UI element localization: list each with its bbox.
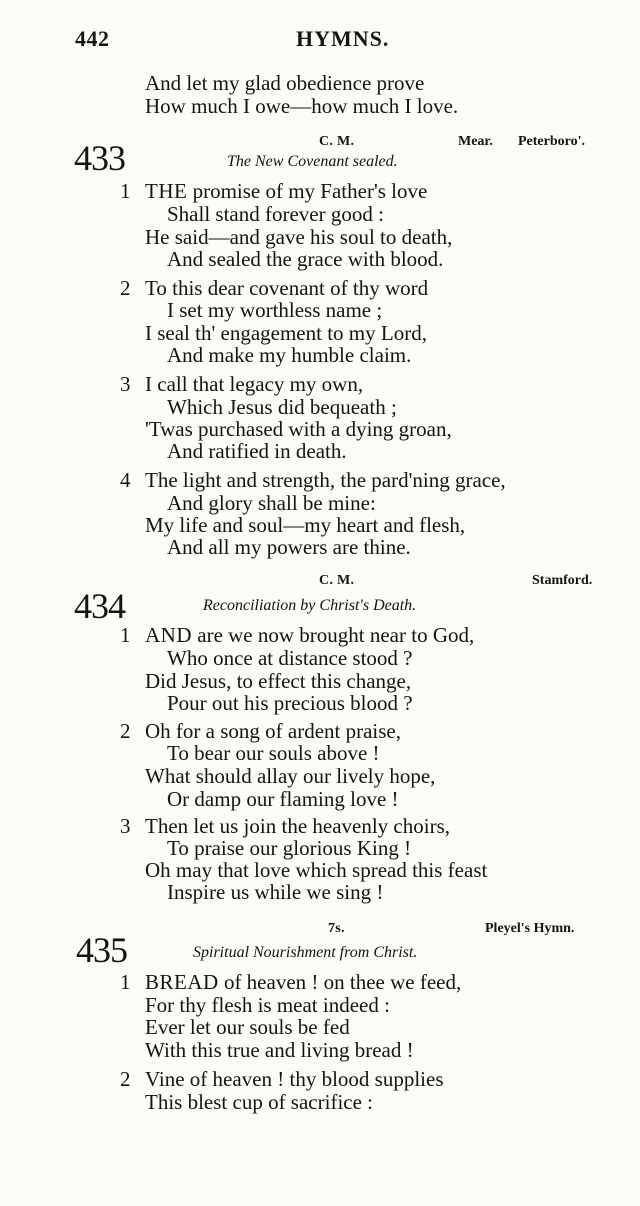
verse-line: I call that legacy my own, <box>145 372 364 396</box>
verse-line: Shall stand forever good : <box>167 202 384 226</box>
continuation-line: How much I owe—how much I love. <box>145 94 459 118</box>
continuation-line: And let my glad obedience prove <box>145 71 425 95</box>
verse-line: Then let us join the heavenly choirs, <box>145 814 451 838</box>
verse-line: Inspire us while we sing ! <box>167 880 384 904</box>
verse-line: Pour out his precious blood ? <box>167 691 413 715</box>
verse-number: 3 <box>120 814 131 838</box>
verse-number: 4 <box>120 468 131 492</box>
hymn-title: Reconciliation by Christ's Death. <box>203 597 417 614</box>
hymn-title: Spiritual Nourishment from Christ. <box>193 944 418 961</box>
verse-line: The light and strength, the pard'ning grace, <box>145 468 506 492</box>
hymn-title: The New Covenant sealed. <box>227 153 398 170</box>
verse-number: 1 <box>120 623 131 647</box>
first-word: THE <box>145 179 188 203</box>
verse-line: Or damp our flaming love ! <box>167 787 399 811</box>
verse-line: To praise our glorious King ! <box>167 836 412 860</box>
hymn-number: 435 <box>76 930 127 970</box>
verse-line: And all my powers are thine. <box>167 535 411 559</box>
verse-number: 2 <box>120 276 131 300</box>
meter: C. M. <box>319 134 355 149</box>
verse-line: BREAD of heaven ! on thee we feed, <box>145 970 462 994</box>
verse-line: And ratified in death. <box>167 439 347 463</box>
verse-line: THE promise of my Father's love <box>145 179 428 203</box>
verse-number: 2 <box>120 719 131 743</box>
verse-line: Oh for a song of ardent praise, <box>145 719 401 743</box>
verse-line: He said—and gave his soul to death, <box>145 225 453 249</box>
verse-line: Who once at distance stood ? <box>167 646 413 670</box>
verse-line: To this dear covenant of thy word <box>145 276 429 300</box>
meter: 7s. <box>328 921 345 936</box>
verse-line: For thy flesh is meat indeed : <box>145 993 390 1017</box>
verse-line: This blest cup of sacrifice : <box>145 1090 374 1114</box>
verse-line: And glory shall be mine: <box>167 491 376 515</box>
verse-line: Ever let our souls be fed <box>145 1015 350 1039</box>
verse-line: And sealed the grace with blood. <box>167 247 444 271</box>
meter: C. M. <box>319 573 355 588</box>
verse-line: Vine of heaven ! thy blood supplies <box>145 1067 444 1091</box>
verse-line: Oh may that love which spread this feast <box>145 858 488 882</box>
tune-name: Pleyel's Hymn. <box>485 921 575 936</box>
hymn-number: 434 <box>74 586 125 626</box>
hymn-number: 433 <box>74 138 125 178</box>
verse-number: 1 <box>120 970 131 994</box>
verse-number: 1 <box>120 179 131 203</box>
verse-line: AND are we now brought near to God, <box>145 623 475 647</box>
verse-line: To bear our souls above ! <box>167 741 380 765</box>
verse-line: My life and soul—my heart and flesh, <box>145 513 466 537</box>
tune-name: Peterboro'. <box>518 134 585 149</box>
verse-number: 3 <box>120 372 131 396</box>
verse-line: I set my worthless name ; <box>167 298 383 322</box>
first-word: AND <box>145 623 192 647</box>
verse-line: I seal th' engagement to my Lord, <box>145 321 427 345</box>
verse-line: What should allay our lively hope, <box>145 764 436 788</box>
tune-name: Mear. <box>458 134 493 149</box>
verse-line: 'Twas purchased with a dying groan, <box>145 417 452 441</box>
verse-number: 2 <box>120 1067 131 1091</box>
verse-line: With this true and living bread ! <box>145 1038 414 1062</box>
verse-line: Did Jesus, to effect this change, <box>145 669 412 693</box>
page-number: 442 <box>75 26 110 51</box>
tune-name: Stamford. <box>532 573 593 588</box>
verse-line: And make my humble claim. <box>167 343 412 367</box>
first-word: BREAD <box>145 970 219 994</box>
running-title: HYMNS. <box>296 26 390 51</box>
verse-line: Which Jesus did bequeath ; <box>167 395 397 419</box>
